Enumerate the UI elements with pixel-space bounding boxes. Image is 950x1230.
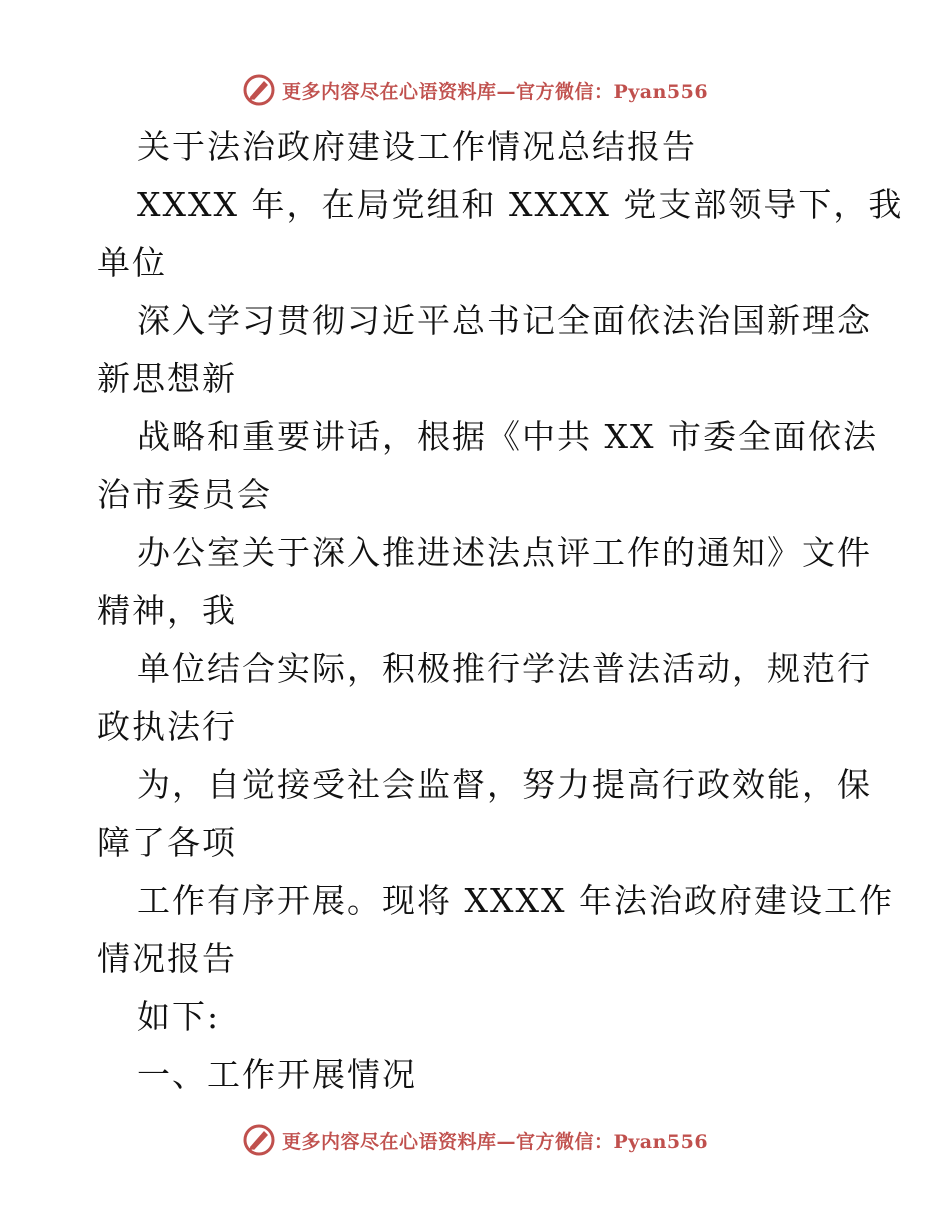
paragraph-line: 治市委员会 <box>97 475 272 514</box>
paragraph-line: 战略和重要讲话，根据《中共 XX 市委全面依法 <box>137 417 878 456</box>
header-banner-text: 更多内容尽在心语资料库—官方微信：Pyan556 <box>281 80 709 103</box>
paragraph-line: 深入学习贯彻习近平总书记全面依法治国新理念 <box>137 301 872 340</box>
document-title: 关于法治政府建设工作情况总结报告 <box>137 127 697 166</box>
footer-banner <box>0 1120 950 1160</box>
footer-banner-text: 更多内容尽在心语资料库—官方微信：Pyan556 <box>281 1130 709 1153</box>
header-banner <box>0 70 950 110</box>
paragraph-line: 办公室关于深入推进述法点评工作的通知》文件 <box>137 533 872 572</box>
paragraph-line: XXXX 年，在局党组和 XXXX 党支部领导下，我 <box>137 185 904 224</box>
paragraph-line: 单位结合实际，积极推行学法普法活动，规范行 <box>137 649 872 688</box>
pen-logo-icon <box>242 73 276 107</box>
paragraph-line: 情况报告 <box>97 939 237 978</box>
document-body <box>97 118 904 1104</box>
paragraph-line: 政执法行 <box>97 707 237 746</box>
paragraph-line: 如下: <box>137 997 221 1036</box>
paragraph-line: 工作有序开展。现将 XXXX 年法治政府建设工作 <box>137 881 894 920</box>
paragraph-line: 精神，我 <box>97 591 237 630</box>
paragraph-line: 为，自觉接受社会监督，努力提高行政效能，保 <box>137 765 872 804</box>
paragraph-line: 障了各项 <box>97 823 237 862</box>
pen-logo-icon <box>242 1123 276 1157</box>
section-heading: 一、工作开展情况 <box>137 1055 417 1094</box>
paragraph-line: 新思想新 <box>97 359 237 398</box>
paragraph-line: 单位 <box>97 243 167 282</box>
